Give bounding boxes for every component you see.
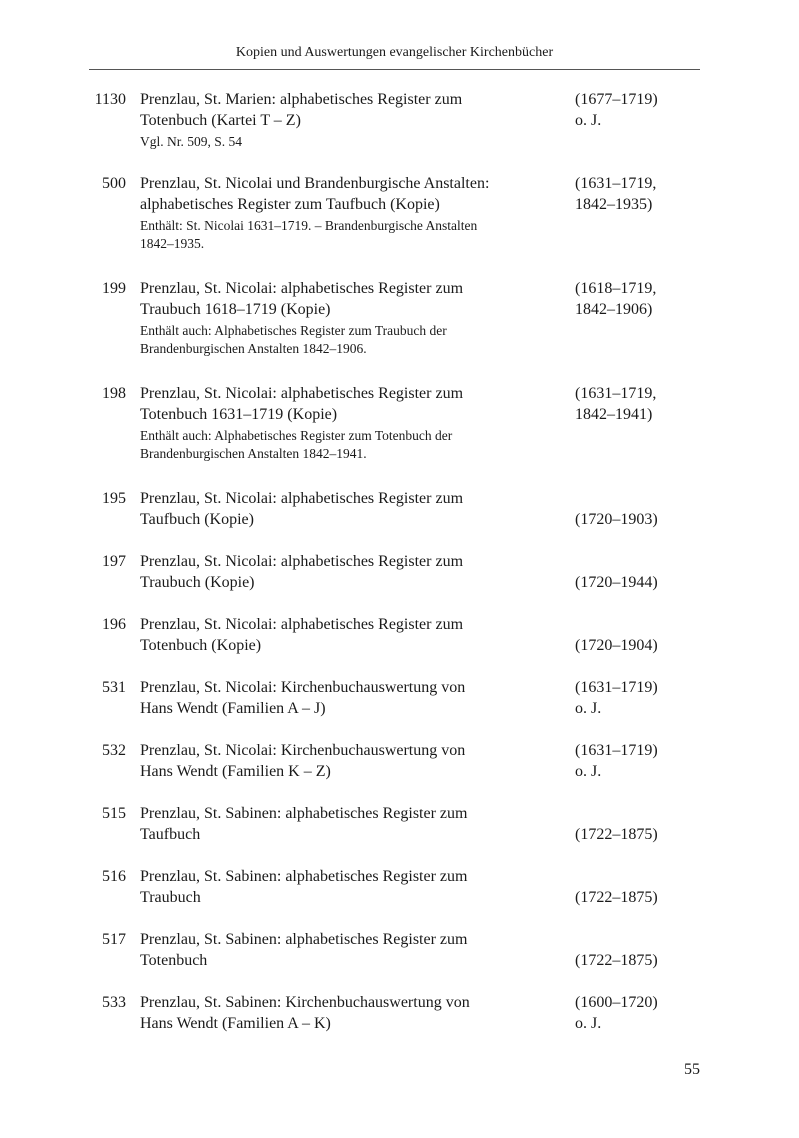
entry-number: 199 <box>102 280 126 297</box>
entry-note <box>140 322 560 358</box>
note-line: Brandenburgischen Anstalten 1842–1906. <box>140 341 367 356</box>
entry-title <box>140 866 560 908</box>
title-line: Totenbuch 1631–1719 (Kopie) <box>140 406 338 423</box>
entry-number: 531 <box>102 679 126 696</box>
entry-title <box>140 89 560 131</box>
title-line: Prenzlau, St. Sabinen: alphabetisches Register zum <box>140 868 468 885</box>
entry-number: 198 <box>102 385 126 402</box>
note-line: Enthält: St. Nicolai 1631–1719. – Brandenburgische Anstalten <box>140 218 478 233</box>
date-line: 1842–1941) <box>575 406 653 423</box>
date-line: (1631–1719, <box>575 385 657 402</box>
entry-note <box>140 133 560 151</box>
entry-title <box>140 173 560 215</box>
entry-date <box>575 824 695 845</box>
date-line: (1722–1875) <box>575 889 658 906</box>
date-line: 1842–1906) <box>575 301 653 318</box>
title-line: Prenzlau, St. Sabinen: alphabetisches Register zum <box>140 931 468 948</box>
date-line: (1677–1719) <box>575 91 658 108</box>
title-line: Totenbuch (Kartei T – Z) <box>140 112 301 129</box>
entry-title <box>140 488 560 530</box>
entry-date <box>575 740 695 782</box>
entry-note <box>140 217 560 253</box>
date-line: (1631–1719) <box>575 679 658 696</box>
entry-date <box>575 173 695 215</box>
entry-number: 515 <box>102 805 126 822</box>
title-line: Hans Wendt (Familien K – Z) <box>140 763 331 780</box>
entry-title <box>140 383 560 425</box>
entry-date <box>575 509 695 530</box>
date-line: (1631–1719, <box>575 175 657 192</box>
entry-title <box>140 929 560 971</box>
title-line: Hans Wendt (Familien A – J) <box>140 700 326 717</box>
date-line: (1720–1944) <box>575 574 658 591</box>
date-line: (1618–1719, <box>575 280 657 297</box>
entry-number: 1130 <box>94 91 126 108</box>
title-line: Taufbuch <box>140 826 201 843</box>
note-line: Vgl. Nr. 509, S. 54 <box>140 134 243 149</box>
title-line: Prenzlau, St. Nicolai: alphabetisches Register zum <box>140 553 464 570</box>
title-line: Prenzlau, St. Sabinen: Kirchenbuchauswertung von <box>140 994 470 1011</box>
title-line: Prenzlau, St. Nicolai: Kirchenbuchauswertung von <box>140 742 466 759</box>
title-line: Traubuch 1618–1719 (Kopie) <box>140 301 331 318</box>
entry-date <box>575 635 695 656</box>
entry-number: 196 <box>102 616 126 633</box>
date-line: o. J. <box>575 700 602 717</box>
date-line: (1722–1875) <box>575 826 658 843</box>
date-line: o. J. <box>575 763 602 780</box>
running-header: Kopien und Auswertungen evangelischer Kirchenbücher <box>89 44 700 70</box>
entry-date <box>575 887 695 908</box>
date-line: (1720–1904) <box>575 637 658 654</box>
entry-date <box>575 572 695 593</box>
title-line: Prenzlau, St. Nicolai und Brandenburgische Anstalten: <box>140 175 490 192</box>
note-line: Enthält auch: Alphabetisches Register zum Traubuch der <box>140 323 447 338</box>
note-line: Enthält auch: Alphabetisches Register zum Totenbuch der <box>140 428 453 443</box>
title-line: Prenzlau, St. Marien: alphabetisches Register zum <box>140 91 463 108</box>
note-line: Brandenburgischen Anstalten 1842–1941. <box>140 446 367 461</box>
entry-date <box>575 383 695 425</box>
entry-title <box>140 992 560 1034</box>
entry-title <box>140 614 560 656</box>
date-line: o. J. <box>575 1015 602 1032</box>
note-line: 1842–1935. <box>140 236 205 251</box>
entry-title <box>140 740 560 782</box>
entry-number: 532 <box>102 742 126 759</box>
title-line: Totenbuch <box>140 952 208 969</box>
entry-date <box>575 950 695 971</box>
title-line: alphabetisches Register zum Taufbuch (Kopie) <box>140 196 440 213</box>
title-line: Prenzlau, St. Sabinen: alphabetisches Register zum <box>140 805 468 822</box>
title-line: Prenzlau, St. Nicolai: alphabetisches Register zum <box>140 385 464 402</box>
date-line: (1631–1719) <box>575 742 658 759</box>
title-line: Totenbuch (Kopie) <box>140 637 262 654</box>
date-line: (1720–1903) <box>575 511 658 528</box>
date-line: 1842–1935) <box>575 196 653 213</box>
entry-note <box>140 427 560 463</box>
entry-date <box>575 677 695 719</box>
title-line: Prenzlau, St. Nicolai: alphabetisches Register zum <box>140 616 464 633</box>
entry-number: 197 <box>102 553 126 570</box>
entry-number: 500 <box>102 175 126 192</box>
entry-number: 195 <box>102 490 126 507</box>
title-line: Prenzlau, St. Nicolai: alphabetisches Register zum <box>140 280 464 297</box>
page-number: 55 <box>684 1061 700 1078</box>
date-line: (1722–1875) <box>575 952 658 969</box>
title-line: Taufbuch (Kopie) <box>140 511 254 528</box>
entry-title <box>140 677 560 719</box>
title-line: Traubuch (Kopie) <box>140 574 255 591</box>
entry-date <box>575 89 695 131</box>
title-line: Traubuch <box>140 889 201 906</box>
date-line: o. J. <box>575 112 602 129</box>
title-line: Hans Wendt (Familien A – K) <box>140 1015 331 1032</box>
entry-title <box>140 803 560 845</box>
entry-number: 517 <box>102 931 126 948</box>
entry-date <box>575 278 695 320</box>
entry-date <box>575 992 695 1034</box>
title-line: Prenzlau, St. Nicolai: Kirchenbuchauswertung von <box>140 679 466 696</box>
entry-title <box>140 551 560 593</box>
title-line: Prenzlau, St. Nicolai: alphabetisches Register zum <box>140 490 464 507</box>
entry-number: 533 <box>102 994 126 1011</box>
entry-title <box>140 278 560 320</box>
date-line: (1600–1720) <box>575 994 658 1011</box>
entry-number: 516 <box>102 868 126 885</box>
